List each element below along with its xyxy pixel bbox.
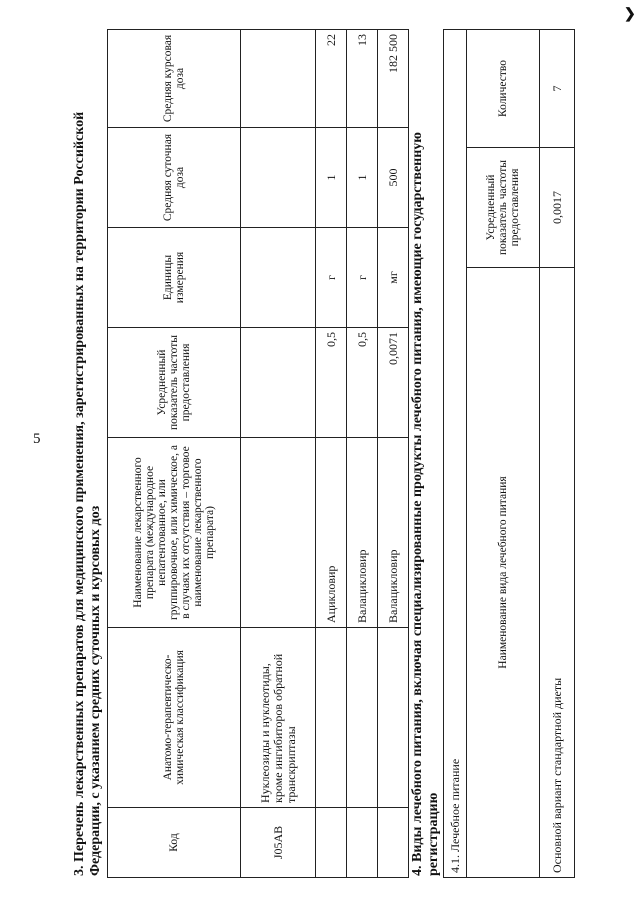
drug-unit: г [316,228,347,328]
group-code: J05AB [241,808,316,878]
drug-course: 22 [316,30,347,128]
col-freq: Усредненный показатель частоты предоставления [108,328,241,438]
drug-freq: 0,5 [347,328,378,438]
col-code: Код [108,808,241,878]
drug-course: 182 500 [378,30,409,128]
drug-daily: 1 [347,128,378,228]
group-atc: Нуклеозиды и нуклеотиды, кроме ингибиторов обратной транскриптазы [241,628,316,808]
drug-name: Валацикловир [347,438,378,628]
drug-daily: 1 [316,128,347,228]
section4-heading: 4. Виды лечебного питания, включая специализированные продукты лечебного питания, имеющие государственную регистрацию [410,132,441,876]
drugs-table-header [108,30,241,878]
page-number: 5 [33,431,41,447]
drug-course: 13 [347,30,378,128]
table-row [540,30,575,878]
col-daily: Средняя суточная доза [108,128,241,228]
nutrition-subtitle: 4.1. Лечебное питание [444,30,467,878]
table-row [316,30,347,878]
col-atc: Анатомо-терапевтическо-химическая классификация [108,628,241,808]
drug-unit: мг [378,228,409,328]
col-course: Средняя курсовая доза [108,30,241,128]
drug-unit: г [347,228,378,328]
nutrition-freq: 0,0017 [540,148,575,268]
section3-heading: 3. Перечень лекарственных препаратов для медицинского применения, зарегистрированных на территории Российской Федерации, с указанием средних суточных и курсовых доз [72,111,103,876]
table-row [241,30,316,878]
drug-daily: 500 [378,128,409,228]
table-row [347,30,378,878]
col-nutrition-name: Наименование вида лечебного питания [467,268,540,878]
drug-freq: 0,5 [316,328,347,438]
drugs-table [107,29,409,878]
drug-name: Ацикловир [316,438,347,628]
col-drug: Наименование лекарственного препарата (международное непатентованное, или группировочное, или химическое, а в случаях их отсутствия – торговое наименование лекарственного препарата) [108,438,241,628]
col-nutrition-freq: Усредненный показатель частоты предоставления [467,148,540,268]
table-row [378,30,409,878]
corner-mark: ❯ [624,7,636,22]
drug-name: Валацикловир [378,438,409,628]
drug-freq: 0,0071 [378,328,409,438]
nutrition-table [443,29,575,878]
nutrition-table-header [467,30,540,878]
nutrition-qty: 7 [540,30,575,148]
nutrition-table-title [444,30,467,878]
col-unit: Единицы измерения [108,228,241,328]
col-nutrition-qty: Количество [467,30,540,148]
nutrition-name: Основной вариант стандартной диеты [540,268,575,878]
